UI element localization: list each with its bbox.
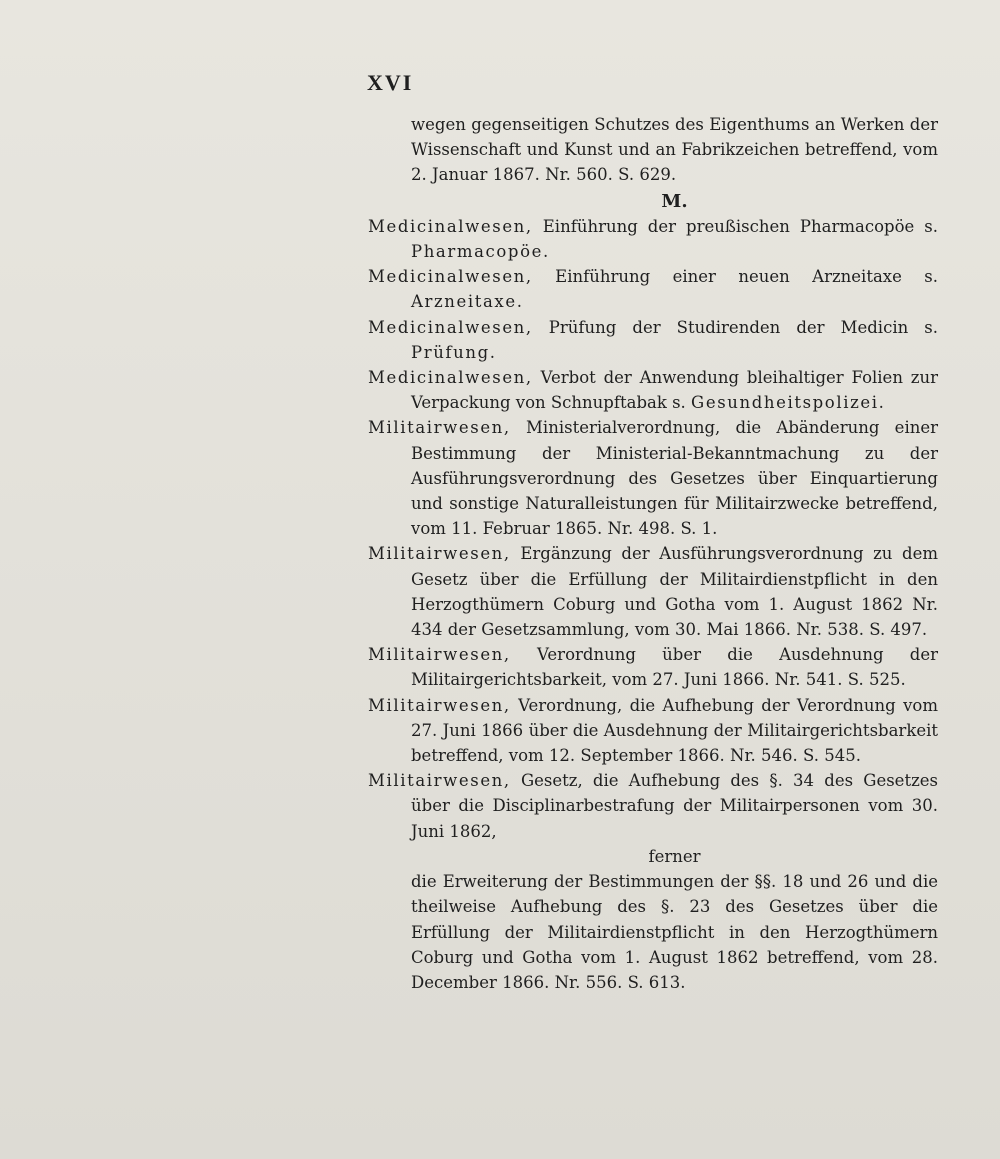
index-entry-1 <box>368 214 938 264</box>
ferner-label: ferner <box>648 846 701 866</box>
entry-keyword: Medicinalwesen, <box>368 368 533 388</box>
entry-text: Verordnung über die Ausdehnung der Militairgerichtsbarkeit, vom 27. Juni 1866. Nr. 541. S. 525. <box>411 645 938 690</box>
index-content <box>368 112 938 995</box>
index-entry-3 <box>368 315 938 365</box>
continuation-line-2: Wissenschaft und Kunst und an Fabrikzeichen betreffend, vom <box>411 140 938 160</box>
entry-text: Einführung der preußischen Pharmacopöe s. <box>532 216 938 236</box>
continuation-entry <box>368 112 938 188</box>
entry-keyword: Medicinalwesen, <box>368 267 533 287</box>
entry-reference: Pharmacopöe. <box>411 242 550 262</box>
entry-text: Prüfung der Studirenden der Medicin s. <box>532 317 938 337</box>
index-entry-5 <box>368 415 938 541</box>
entry-keyword: Militairwesen, <box>368 544 511 564</box>
index-entry-7 <box>368 642 938 692</box>
section-letter: M. <box>661 190 688 212</box>
entry-keyword: Medicinalwesen, <box>368 317 533 337</box>
entry-text: Einführung einer neuen Arzneitaxe s. <box>532 267 938 287</box>
page-number: XVI <box>367 70 414 95</box>
entry-keyword: Militairwesen, <box>368 418 511 438</box>
continuation-line-1: wegen gegenseitigen Schutzes des Eigenthums an Werken der <box>411 115 938 134</box>
index-entry-2 <box>368 264 938 314</box>
continuation-line-3: 2. Januar 1867. Nr. 560. S. 629. <box>411 165 677 185</box>
entry-text: Verordnung, die Aufhebung der Verordnung vom 27. Juni 1866 über die Ausdehnung der Militairgerichtsbarkeit betreffend, vom 12. September 1866. Nr. 546. S. 545. <box>411 695 938 766</box>
entry-keyword: Medicinalwesen, <box>368 216 533 236</box>
entry-text: Ergänzung der Ausführungsverordnung zu dem Gesetz über die Erfüllung der Militairdienstpflicht in den Herzogthümern Coburg und Gotha vom 1. August 1862 Nr. 434 der Gesetzsammlung, vom 30. Mai 1866. Nr. 538. S. 497. <box>411 544 938 640</box>
entry-keyword: Militairwesen, <box>368 771 511 791</box>
index-entry-9 <box>368 768 938 844</box>
entry-text: Gesetz, die Aufhebung des §. 34 des Gesetzes über die Disciplinarbestrafung der Militairpersonen vom 30. Juni 1862, <box>411 771 938 841</box>
index-entry-8 <box>368 693 938 769</box>
entry-reference: Arzneitaxe. <box>411 292 524 312</box>
entry-text: Verbot der Anwendung bleihaltiger Folien zur Verpackung von Schnupftabak s. <box>411 368 938 413</box>
entry-reference: Gesundheitspolizei. <box>691 393 886 413</box>
index-entry-4 <box>368 365 938 415</box>
entry-keyword: Militairwesen, <box>368 695 511 715</box>
index-entry-6 <box>368 541 938 642</box>
entry-reference: Prüfung. <box>411 342 497 362</box>
entry-keyword: Militairwesen, <box>368 645 511 665</box>
entry-text: Ministerialverordnung, die Abänderung einer Bestimmung der Ministerial-Bekanntmachung zu der Ausführungsverordnung des Gesetzes über Einquartierung und sonstige Naturalleistungen für Militairzwecke betreffend, vom 11. Februar 1865. Nr. 498. S. 1. <box>411 418 938 539</box>
final-paragraph: die Erweiterung der Bestimmungen der §§. 18 und 26 und die theilweise Aufhebung des §. 23 des Gesetzes über die Erfüllung der Militairdienstpflicht in den Herzogthümern Coburg und Gotha vom 1. August 1862 betreffend, vom 28. December 1866. Nr. 556. S. 613. <box>411 872 938 992</box>
